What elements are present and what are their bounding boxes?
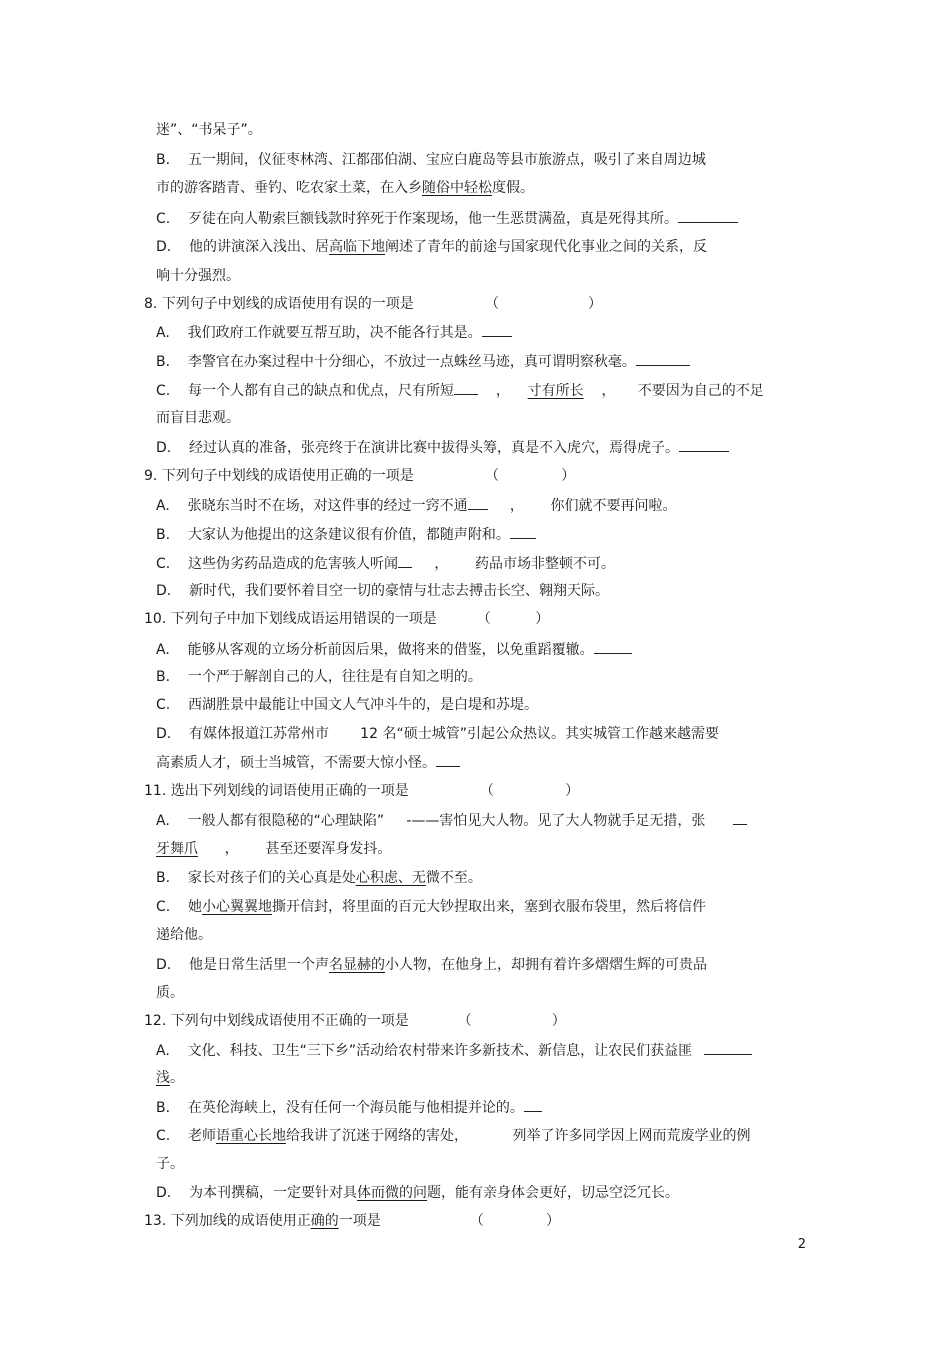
option-b: B. 五一期间，仪征枣林湾、江都邵伯湖、宝应白鹿岛等县市旅游点，吸引了来自周边城 bbox=[156, 152, 706, 168]
answer-blank bbox=[468, 495, 488, 510]
underlined-phrase: 高临下地 bbox=[329, 239, 386, 255]
option-d: D. 为本刊撰稿，一定要针对具体而微的问题，能有亲身体会更好，切忌空泛冗长。 bbox=[156, 1185, 680, 1201]
underlined-phrase: 随俗中轻松 bbox=[422, 180, 492, 196]
text-line: 而盲目悲观。 bbox=[156, 410, 240, 426]
answer-blank bbox=[594, 639, 632, 654]
option-c: C. 她小心翼翼地撕开信封，将里面的百元大钞捏取出来，塞到衣服布袋里，然后将信件 bbox=[156, 899, 707, 915]
page-number: 2 bbox=[797, 1237, 806, 1252]
option-b: B. 大家认为他提出的这条建议很有价值，都随声附和。 bbox=[156, 524, 536, 545]
text-line: 质。 bbox=[156, 985, 184, 1001]
option-a: A. 能够从客观的立场分析前因后果，做将来的借鉴，以免重蹈覆辙。 bbox=[156, 639, 632, 660]
option-a: A. 一般人都有很隐秘的“心理缺陷” -——害怕见大人物。见了大人物就手足无措，张 bbox=[156, 810, 747, 831]
underlined-phrase: 心积虑、无 bbox=[355, 870, 426, 886]
answer-blank bbox=[510, 524, 536, 539]
underlined-phrase: 名显赫的 bbox=[329, 957, 386, 973]
answer-blank bbox=[482, 322, 512, 337]
option-d: D. 有媒体报道江苏常州市 12 名“硕士城管”引起公众热议。其实城管工作越来越需要 bbox=[156, 726, 719, 742]
answer-blank bbox=[704, 1040, 752, 1055]
text-line: 浅。 bbox=[156, 1070, 184, 1086]
option-b: B. 家长对孩子们的关心真是处心积虑、无微不至。 bbox=[156, 870, 482, 886]
option-a: A. 我们政府工作就要互帮互助，决不能各行其是。 bbox=[156, 322, 512, 343]
question-8: 8. 下列句子中划线的成语使用有误的一项是 （ ） bbox=[144, 296, 603, 312]
question-12: 12. 下列句中划线成语使用不正确的一项是 （ ） bbox=[144, 1013, 566, 1029]
answer-blank bbox=[436, 752, 460, 767]
underlined-phrase: 确的 bbox=[310, 1213, 339, 1229]
text-line: 高素质人才，硕士当城管，不需要大惊小怪。 bbox=[156, 752, 460, 773]
question-13: 13. 下列加线的成语使用正确的一项是 （ ） bbox=[144, 1213, 561, 1229]
option-d: D. 他是日常生活里一个声名显赫的小人物，在他身上，却拥有着许多熠熠生辉的可贵品 bbox=[156, 957, 708, 973]
option-c: C. 歹徒在向人勒索巨额钱款时猝死于作案现场，他一生恶贯满盈，真是死得其所。 bbox=[156, 208, 738, 229]
underlined-phrase: 寸有所长 bbox=[527, 383, 584, 399]
option-d: D. 经过认真的准备，张亮终于在演讲比赛中拔得头筹，真是不入虎穴，焉得虎子。 bbox=[156, 437, 729, 458]
question-10: 10. 下列句子中加下划线成语运用错误的一项是 （ ） bbox=[144, 611, 550, 627]
underlined-phrase: 体而微的问 bbox=[357, 1185, 428, 1201]
question-9: 9. 下列句子中划线的成语使用正确的一项是 （ ） bbox=[144, 468, 576, 484]
text-line: 子。 bbox=[156, 1156, 184, 1172]
answer-blank bbox=[678, 208, 738, 223]
text-line: 牙舞爪 ， 甚至还要浑身发抖。 bbox=[156, 841, 392, 857]
underlined-phrase: 浅 bbox=[156, 1070, 170, 1086]
text-line: 递给他。 bbox=[156, 927, 212, 943]
option-a: A. 文化、科技、卫生“三下乡”活动给农村带来许多新技术、新信息，让农民们获益匪 bbox=[156, 1040, 752, 1061]
option-b: B. 在英伦海峡上，没有任何一个海员能与他相提并论的。 bbox=[156, 1097, 542, 1118]
option-c: C. 西湖胜景中最能让中国文人气冲斗牛的，是白堤和苏堤。 bbox=[156, 697, 539, 713]
option-b: B. 李警官在办案过程中十分细心，不放过一点蛛丝马迹，真可谓明察秋毫。 bbox=[156, 351, 690, 372]
text-line: 市的游客踏青、垂钓、吃农家土菜，在入乡随俗中轻松度假。 bbox=[156, 180, 534, 196]
answer-blank bbox=[398, 553, 412, 568]
option-d: D. 他的讲演深入浅出、居高临下地阐述了青年的前途与国家现代化事业之间的关系，反 bbox=[156, 239, 708, 255]
answer-blank bbox=[679, 437, 729, 452]
answer-blank bbox=[524, 1097, 542, 1112]
option-c: C. 老师语重心长地给我讲了沉迷于网络的害处， 列举了许多同学因上网而荒废学业的例 bbox=[156, 1128, 751, 1144]
option-b: B. 一个严于解剖自己的人，往往是有自知之明的。 bbox=[156, 669, 482, 685]
answer-blank bbox=[733, 810, 747, 825]
text-line: 响十分强烈。 bbox=[156, 268, 240, 284]
option-c: C. 每一个人都有自己的缺点和优点，尺有所短 ， 寸有所长 ， 不要因为自己的不足 bbox=[156, 380, 764, 401]
option-d: D. 新时代，我们要怀着目空一切的豪情与壮志去搏击长空、翱翔天际。 bbox=[156, 583, 610, 599]
answer-blank bbox=[636, 351, 690, 366]
text-line: 迷”、“书呆子”。 bbox=[156, 122, 262, 138]
underlined-phrase: 牙舞爪 bbox=[156, 841, 198, 857]
answer-blank bbox=[454, 380, 478, 395]
option-a: A. 张晓东当时不在场，对这件事的经过一窍不通 ， 你们就不要再问啦。 bbox=[156, 495, 677, 516]
question-11: 11. 选出下列划线的词语使用正确的一项是 （ ） bbox=[144, 783, 580, 799]
underlined-phrase: 小心翼翼地 bbox=[202, 899, 273, 915]
underlined-phrase: 语重心长地 bbox=[216, 1128, 287, 1144]
option-c: C. 这些伪劣药品造成的危害骇人听闻 ， 药品市场非整顿不可。 bbox=[156, 553, 615, 574]
